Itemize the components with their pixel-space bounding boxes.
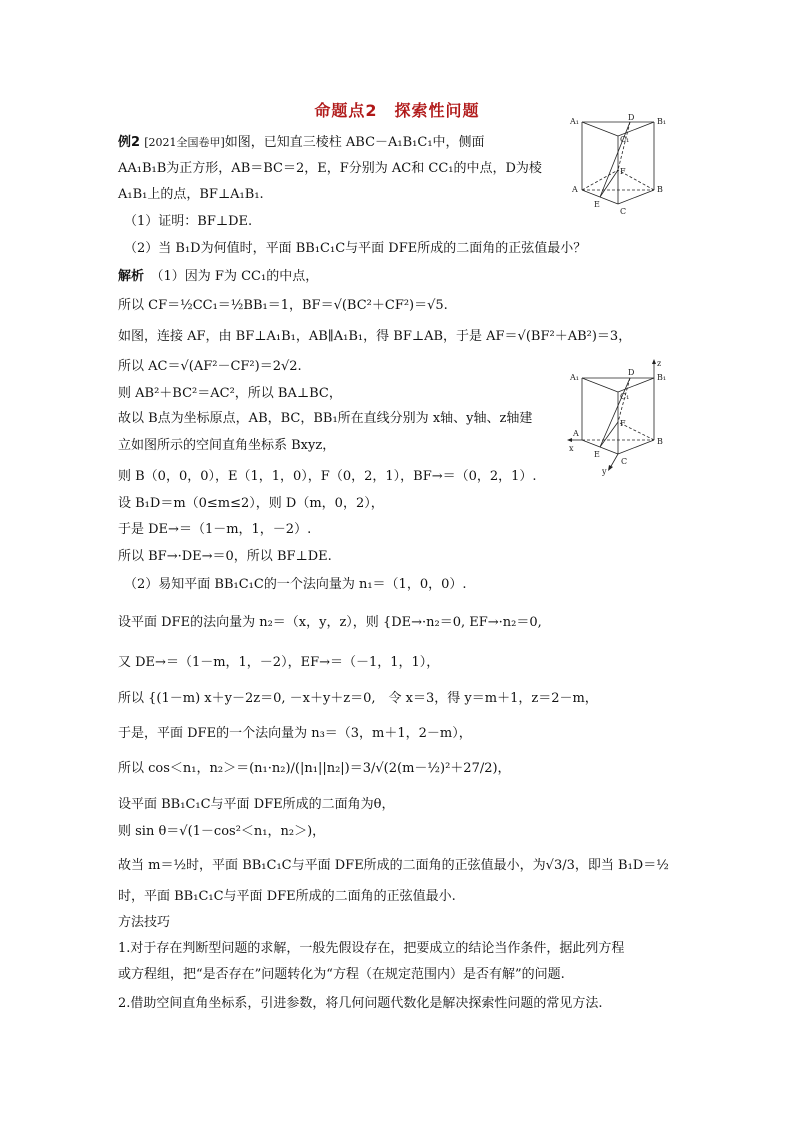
- solution-line-6: 故以 B点为坐标原点，AB，BC，BB₁所在直线分别为 x轴、y轴、z轴建: [118, 411, 533, 426]
- fig1-label-b: B: [657, 185, 663, 194]
- prism-diagram: [568, 112, 672, 224]
- fig1-label-c1: C₁: [620, 135, 630, 144]
- problem-source: [2021全国卷甲]: [144, 136, 225, 149]
- problem-part-2: （2）当 B₁D为何值时，平面 BB₁C₁C与平面 DFE所成的二面角的正弦值最小？: [124, 241, 587, 256]
- solution-line-4: 所以 AC＝√(AF²－CF²)＝2√2.: [118, 359, 302, 374]
- fig1-label-c: C: [620, 207, 627, 216]
- solution-line-5: 则 AB²＋BC²＝AC²，所以 BA⊥BC，: [118, 386, 342, 401]
- problem-line-3: A₁B₁上的点，BF⊥A₁B₁.: [118, 187, 264, 202]
- solution-line-8: 则 B（0，0，0），E（1，1，0），F（0，2，1），BF→＝（0，2，1）.: [118, 469, 537, 484]
- fig1-label-b1: B₁: [657, 117, 667, 126]
- problem-line-1: [118, 134, 485, 152]
- solution-line-17: 所以 cos＜n₁，n₂＞＝(n₁·n₂)/(|n₁||n₂|)＝3/√(2(m－½)²＋27/2)，: [118, 761, 511, 776]
- solution-line-15: 所以 {(1－m) x＋y－2z＝0, －x＋y＋z＝0, 令 x＝3，得 y＝m＋1，z＝2－m，: [118, 691, 598, 706]
- fig2-label-b1: B₁: [657, 373, 667, 382]
- fig2-label-a: A: [573, 429, 579, 438]
- solution-line-9: 设 B₁D＝m（0≤m≤2），则 D（m，0，2），: [118, 496, 384, 511]
- section-title: 命题点2 探索性问题: [314, 101, 480, 120]
- tips-item-2: 或方程组，把“是否存在”问题转化为“方程（在规定范围内）是否有解”的问题.: [118, 967, 565, 982]
- tips-item-1: 1.对于存在判断型问题的求解，一般先假设存在，把要成立的结论当作条件，据此列方程: [118, 941, 625, 956]
- tips-item-3: 2.借助空间直角坐标系，引进参数，将几何问题代数化是解决探索性问题的常见方法.: [118, 996, 603, 1011]
- fig2-label-b: B: [657, 437, 663, 446]
- solution-line-3: 如图，连接 AF，由 BF⊥A₁B₁，AB∥A₁B₁，得 BF⊥AB，于是 AF＝√(BF²＋AB²)＝3，: [118, 329, 632, 344]
- fig2-label-e: E: [594, 450, 600, 459]
- solution-line-12: （2）易知平面 BB₁C₁C的一个法向量为 n₁＝（1，0，0）.: [124, 577, 467, 592]
- fig2-label-a1: A₁: [570, 373, 579, 382]
- fig2-label-f: F: [620, 419, 626, 428]
- fig1-label-a: A: [572, 185, 578, 194]
- prism-figure: [568, 112, 672, 224]
- solution-line-11: 所以 BF→·DE→＝0，所以 BF⊥DE.: [118, 549, 332, 564]
- fig2-label-z: z: [657, 359, 662, 368]
- fig2-label-c: C: [621, 457, 628, 466]
- fig2-label-d: D: [628, 368, 635, 377]
- solution-line-16: 于是，平面 DFE的一个法向量为 n₃＝（3，m＋1，2－m），: [118, 726, 472, 741]
- solution-label: 解析: [118, 269, 145, 284]
- solution-text: （1）因为 F为 CC₁的中点，: [157, 269, 319, 284]
- solution-line-13: 设平面 DFE的法向量为 n₂＝（x，y，z），则 {DE→·n₂＝0, EF→·n₂＝0,: [118, 615, 542, 630]
- example-label: 例2: [118, 135, 141, 150]
- coordinate-diagram: [566, 358, 676, 476]
- solution-line-7: 立如图所示的空间直角坐标系 Bxyz，: [118, 438, 336, 453]
- problem-text: 如图，已知直三棱柱 ABC－A₁B₁C₁中，侧面: [224, 135, 485, 150]
- solution-line-1: [118, 268, 318, 286]
- fig2-label-c1: C₁: [620, 392, 630, 401]
- fig2-label-y: y: [602, 467, 607, 476]
- solution-line-14: 又 DE→＝（1－m，1，－2），EF→＝（－1，1，1），: [118, 655, 440, 670]
- problem-line-2: AA₁B₁B为正方形，AB＝BC＝2，E，F分别为 AC和 CC₁的中点，D为棱: [118, 161, 542, 176]
- fig1-label-a1: A₁: [570, 117, 579, 126]
- fig1-label-d: D: [628, 113, 635, 122]
- coordinate-figure: [566, 358, 676, 476]
- fig1-label-e: E: [594, 200, 600, 209]
- solution-line-19: 则 sin θ＝√(1－cos²＜n₁，n₂＞)，: [118, 824, 326, 839]
- fig1-label-f: F: [620, 167, 626, 176]
- solution-line-10: 于是 DE→＝（1－m，1，－2）.: [118, 522, 312, 537]
- solution-line-20: 故当 m＝½时，平面 BB₁C₁C与平面 DFE所成的二面角的正弦值最小，为√3/3，即当 B₁D＝½: [118, 858, 669, 873]
- problem-part-1: （1）证明：BF⊥DE.: [124, 214, 253, 229]
- solution-line-21: 时，平面 BB₁C₁C与平面 DFE所成的二面角的正弦值最小.: [118, 889, 456, 904]
- solution-line-18: 设平面 BB₁C₁C与平面 DFE所成的二面角为θ，: [118, 797, 395, 812]
- tips-heading: 方法技巧: [118, 915, 171, 930]
- solution-line-2: 所以 CF＝½CC₁＝½BB₁＝1，BF＝√(BC²＋CF²)＝√5.: [118, 298, 448, 313]
- fig2-label-x: x: [569, 444, 574, 453]
